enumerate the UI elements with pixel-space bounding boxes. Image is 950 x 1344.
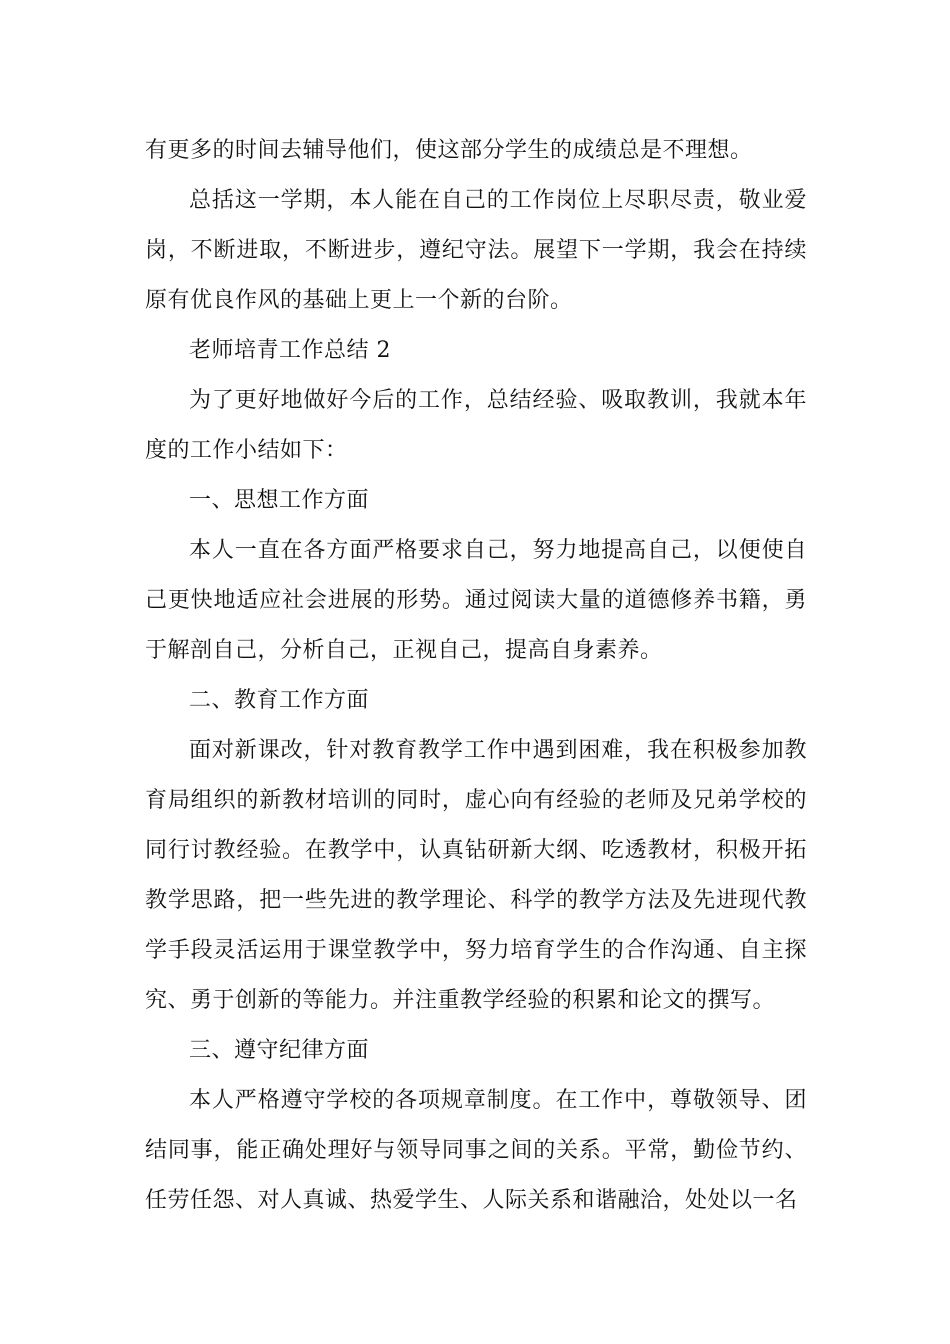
document-body [145,126,807,1226]
paragraph-intro: 为了更好地做好今后的工作，总结经验、吸取教训，我就本年度的工作小结如下： [145,388,807,463]
paragraph-education: 面对新课改，针对教育教学工作中遇到困难，我在积极参加教育局组织的新教材培训的同时，虚心向有经验的老师及兄弟学校的同行讨教经验。在教学中，认真钻研新大纲、吃透教材，积极开拓教学思路，把一些先进的教学理论、科学的教学方法及先进现代教学手段灵活运用于课堂教学中，努力培育学生的合作沟通、自主探究、勇于创新的等能力。并注重教学经验的积累和论文的撰写。 [145,738,807,1013]
heading-discipline: 三、遵守纪律方面 [189,1038,370,1063]
heading-education: 二、教育工作方面 [189,688,370,713]
paragraph-semester-summary: 总括这一学期，本人能在自己的工作岗位上尽职尽责，敬业爱岗，不断进取，不断进步，遵纪守法。展望下一学期，我会在持续原有优良作风的基础上更上一个新的台阶。 [145,188,807,313]
heading-ideology: 一、思想工作方面 [189,488,370,513]
paragraph-continuation: 有更多的时间去辅导他们，使这部分学生的成绩总是不理想。 [145,138,753,163]
paragraph-discipline: 本人严格遵守学校的各项规章制度。在工作中，尊敬领导、团结同事，能正确处理好与领导同事之间的关系。平常，勤俭节约、任劳任怨、对人真诚、热爱学生、人际关系和谐融洽，处处以一名 [145,1088,807,1213]
section-title: 老师培青工作总结 2 [189,338,391,363]
paragraph-ideology: 本人一直在各方面严格要求自己，努力地提高自己，以便使自己更快地适应社会进展的形势。通过阅读大量的道德修养书籍，勇于解剖自己，分析自己，正视自己，提高自身素养。 [145,538,807,663]
